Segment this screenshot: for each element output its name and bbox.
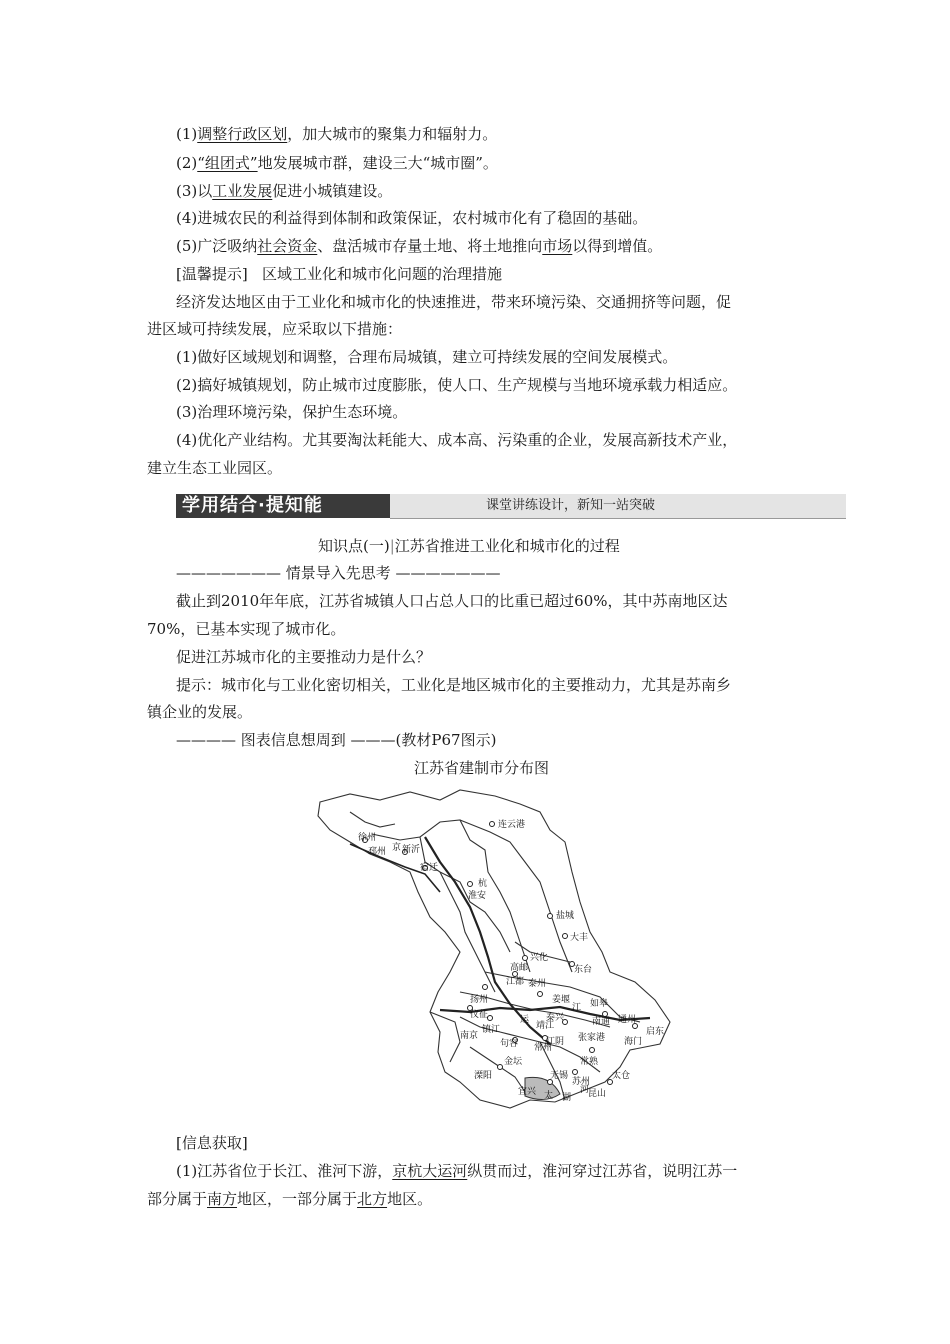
map-label: 通州	[618, 1015, 637, 1025]
measure-4: (4)进城农民的利益得到体制和政策保证，农村城市化有了稳固的基础。	[176, 209, 648, 227]
banner-title: 学用结合·提知能	[182, 495, 323, 516]
map-label: 宿迁	[420, 863, 439, 873]
map-label: 仪征	[470, 1010, 489, 1020]
map-label: 张家港	[578, 1033, 606, 1043]
map-title: 江苏省建制市分布图	[414, 759, 550, 777]
map-label: 无锡	[550, 1071, 569, 1081]
map-label: 金坛	[504, 1057, 523, 1067]
tip-measure-2: (2)搞好城镇规划，防止城市过度膨胀，使人口、生产规模与当地环境承载力相适应。	[176, 376, 738, 394]
tip-measure-4b: 建立生态工业园区。	[147, 459, 283, 477]
map-label: 江阴	[546, 1037, 565, 1047]
map-label: 河	[580, 1085, 590, 1095]
map-label: 泰兴	[546, 1013, 565, 1023]
banner-subtitle: 课堂讲练设计，新知一站突破	[486, 498, 656, 513]
map-label: 扬州	[470, 995, 489, 1005]
map-label: 启东	[646, 1027, 665, 1037]
map-label: 连云港	[498, 820, 526, 830]
map-label: 大丰	[570, 933, 589, 943]
chart-header: ———— 图表信息想周到 ———(教材P67图示)	[176, 731, 497, 749]
map-label: 南京	[460, 1031, 479, 1041]
tip-paragraph-2: 进区域可持续发展，应采取以下措施：	[147, 320, 403, 338]
measure-3: (3)以工业发展促进小城镇建设。	[176, 182, 393, 200]
map-label: 泰州	[528, 979, 547, 989]
info-line-1: (1)江苏省位于长江、淮河下游，京杭大运河纵贯而过，淮河穿过江苏省，说明江苏一	[176, 1162, 738, 1180]
map-label: 句容	[500, 1039, 519, 1049]
knowledge-point-heading: 知识点(一)|江苏省推进工业化和城市化的过程	[318, 537, 620, 555]
section-banner	[176, 494, 846, 518]
map-label: 姜堰	[552, 995, 571, 1005]
map-label: 湖	[562, 1093, 572, 1103]
map-label: 海门	[624, 1037, 643, 1047]
banner-title-block	[176, 494, 390, 518]
map-label: 太	[544, 1091, 554, 1101]
map-label: 东台	[574, 965, 593, 975]
map-label: 镇江	[482, 1025, 501, 1035]
map-label: 宜兴	[518, 1087, 537, 1097]
banner-subtitle-block	[390, 494, 846, 519]
map-label: 靖江	[536, 1021, 555, 1031]
map-label: 杭	[478, 879, 488, 889]
measure-5: (5)广泛吸纳社会资金、盘活城市存量土地、将土地推向市场以得到增值。	[176, 237, 663, 255]
measure-1: (1)调整行政区划，加大城市的聚集力和辐射力。	[176, 125, 498, 143]
tip-paragraph-1: 经济发达地区由于工业化和城市化的快速推进，带来环境污染、交通拥挤等问题，促	[176, 293, 732, 311]
map-label: 常熟	[580, 1057, 599, 1067]
tip-measure-1: (1)做好区域规划和调整，合理布局城镇，建立可持续发展的空间发展模式。	[176, 348, 678, 366]
map-label: 运	[520, 1015, 530, 1025]
question-1a: 截止到2010年年底，江苏省城镇人口占总人口的比重已超过60%，其中苏南地区达	[176, 592, 728, 610]
tip-measure-3: (3)治理环境污染，保护生态环境。	[176, 403, 408, 421]
map-label: 如皋	[590, 999, 609, 1009]
measure-2: (2)“组团式”地发展城市群，建设三大“城市圈”。	[176, 154, 498, 172]
tip-heading: [温馨提示] 区域工业化和城市化问题的治理措施	[176, 265, 503, 283]
map-label: 新沂	[402, 845, 421, 855]
question-1b: 70%，已基本实现了城市化。	[147, 620, 346, 638]
info-line-2: 部分属于南方地区，一部分属于北方地区。	[147, 1190, 433, 1208]
answer-1a: 提示：城市化与工业化密切相关，工业化是地区城市化的主要推动力，尤其是苏南乡	[176, 676, 732, 694]
map-label: 兴化	[530, 953, 549, 963]
map-label: 淮安	[468, 891, 487, 901]
map-label: 高邮	[510, 963, 529, 973]
tip-measure-4a: (4)优化产业结构。尤其要淘汰耗能大、成本高、污染重的企业，发展高新技术产业，	[176, 431, 738, 449]
map-label: 常州	[534, 1043, 553, 1053]
map-label: 溧阳	[474, 1071, 493, 1081]
answer-1b: 镇企业的发展。	[147, 703, 253, 721]
map-label: 江	[572, 1003, 582, 1013]
map-label: 徐州	[358, 833, 377, 843]
map-label: 太仓	[612, 1071, 631, 1081]
map-label: 昆山	[588, 1089, 607, 1099]
map-label: 南通	[592, 1017, 611, 1027]
map-label: 邳州	[368, 847, 387, 857]
info-label: [信息获取]	[176, 1134, 248, 1152]
map-label: 京	[392, 843, 402, 853]
map-label: 苏州	[572, 1077, 591, 1087]
map-label: 江都	[506, 977, 525, 987]
question-2: 促进江苏城市化的主要推动力是什么？	[176, 648, 432, 666]
map-label: 盐城	[556, 911, 575, 921]
intro-header: ——————— 情景导入先思考 ———————	[176, 564, 501, 582]
jiangsu-map	[310, 782, 690, 1122]
